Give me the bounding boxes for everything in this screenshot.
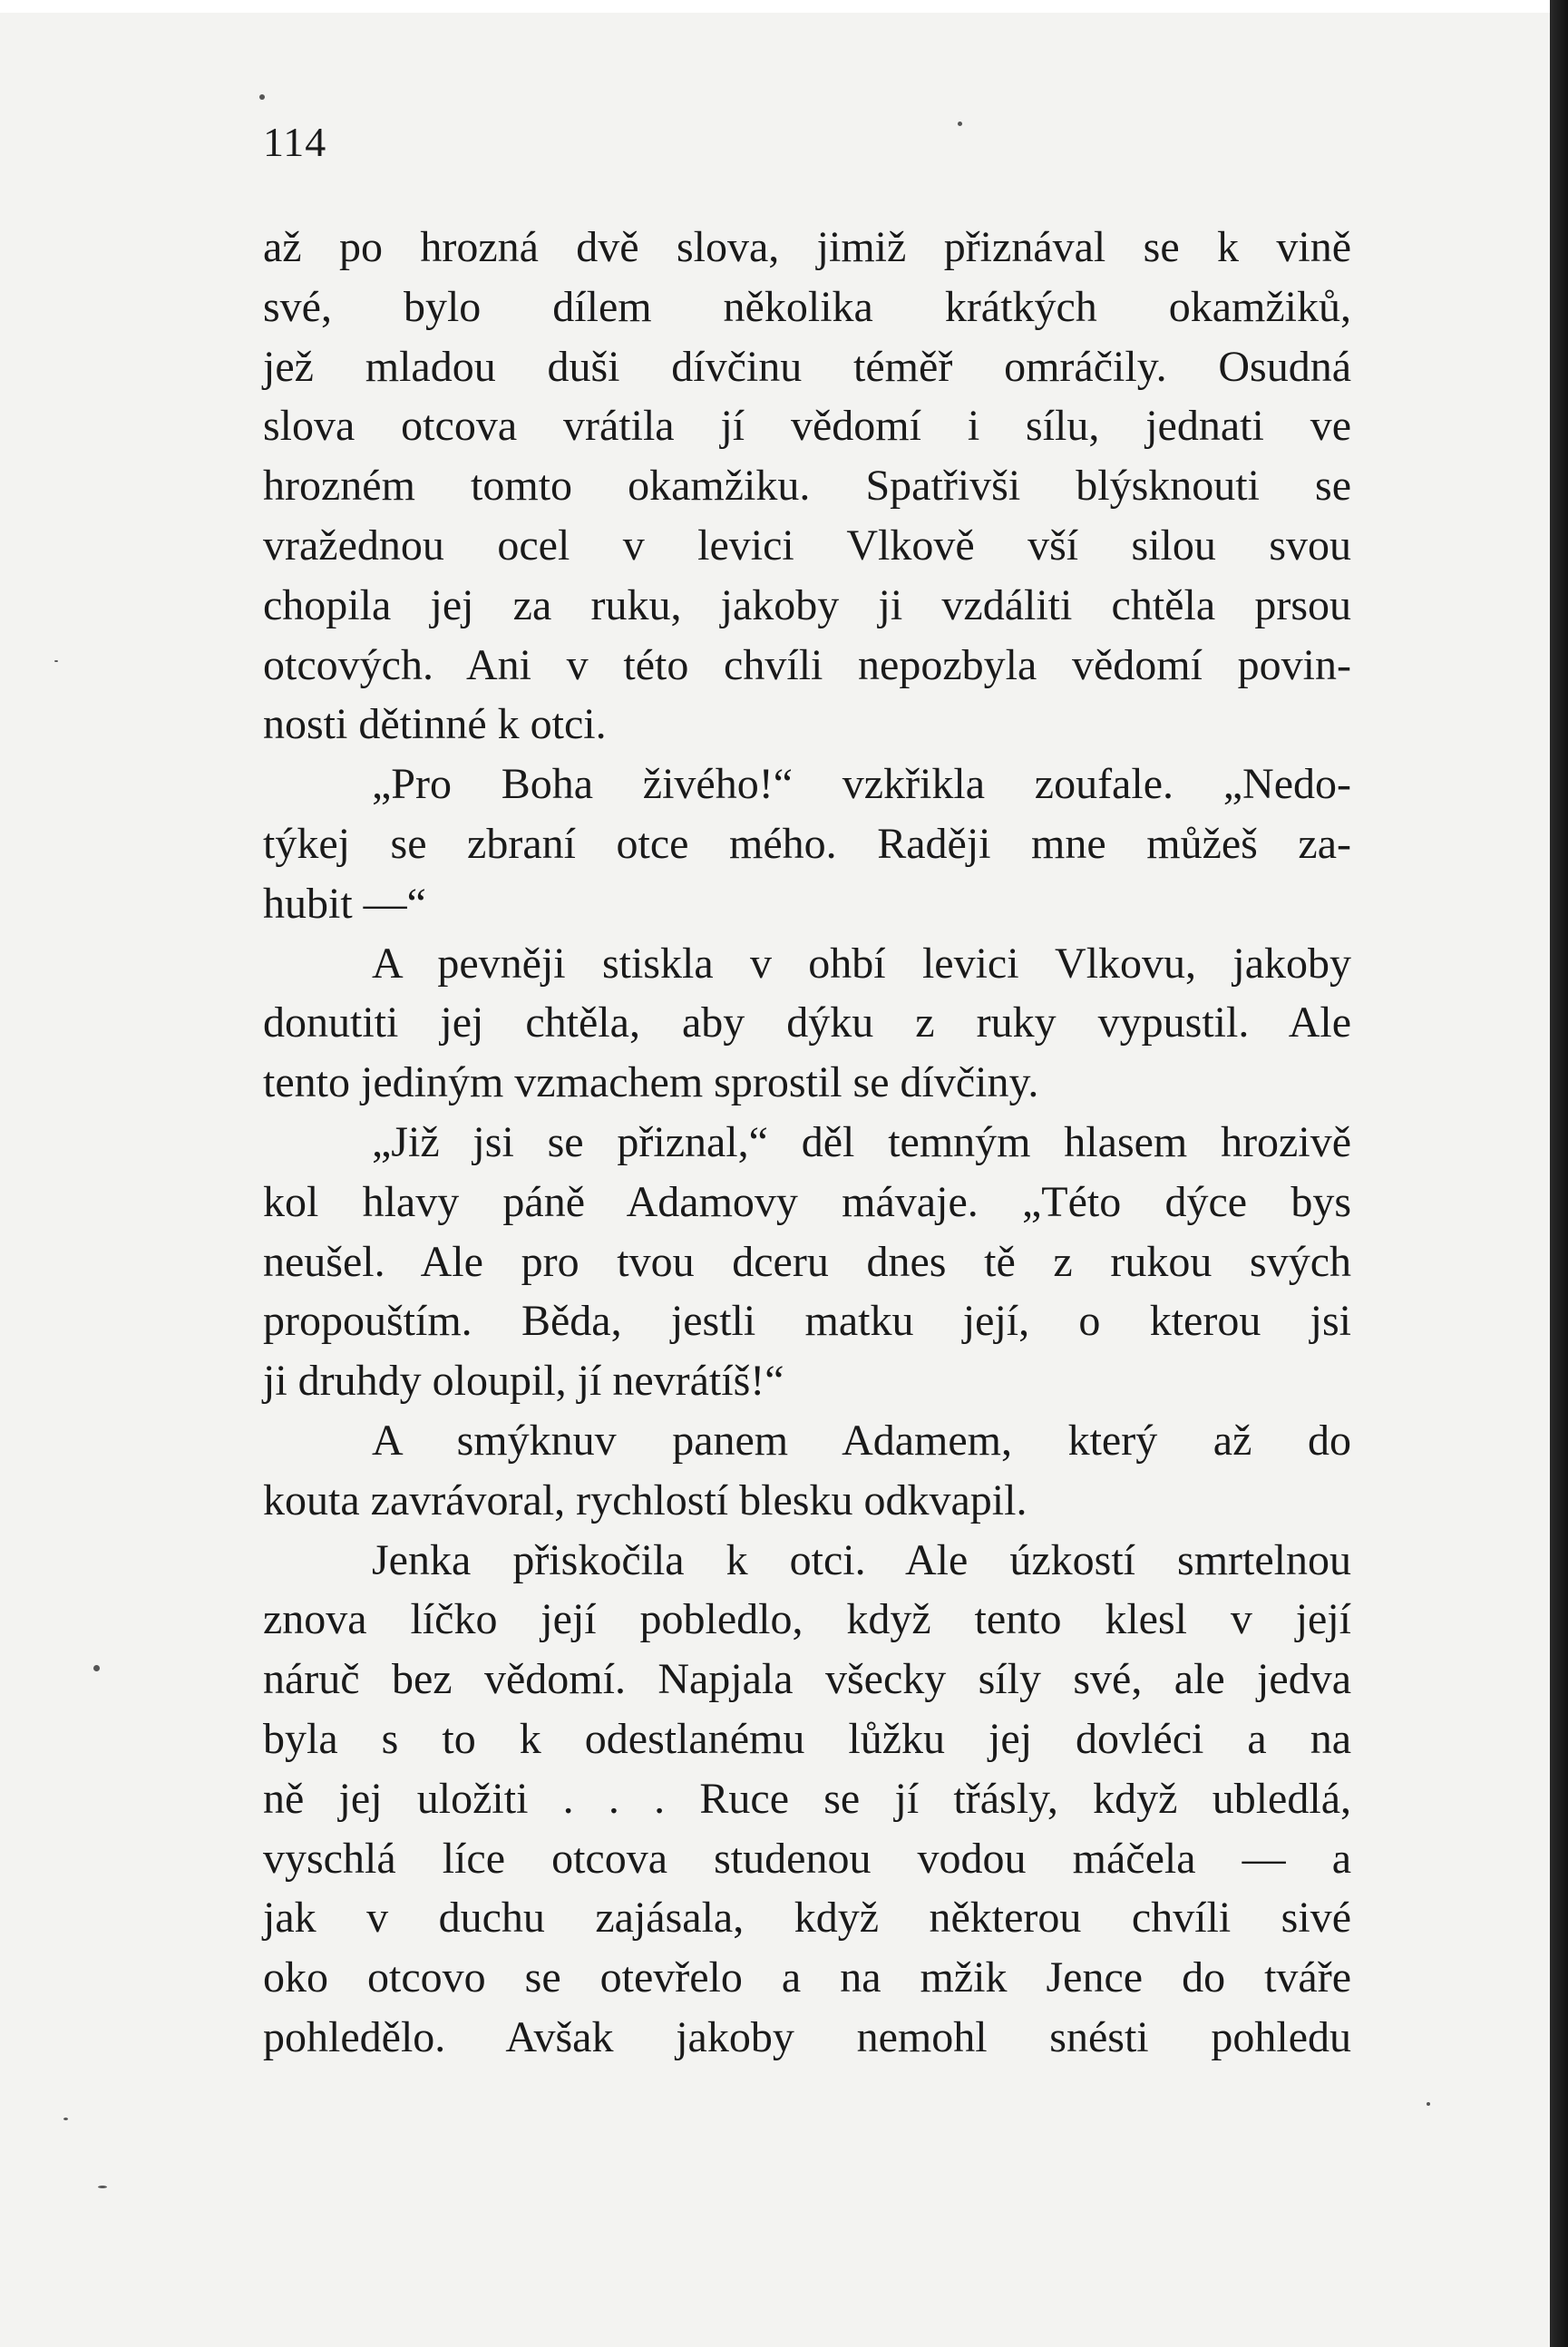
text-line: jež mladou duši dívčinu téměř omráčily. Osudná <box>263 342 1351 391</box>
scan-edge-shadow <box>1550 0 1568 2347</box>
text-line: kouta zavrávoral, rychlostí blesku odkvapil. <box>263 1475 1027 1524</box>
text-line: pohledělo. Avšak jakoby nemohl snésti pohledu <box>263 2012 1351 2061</box>
text-line: propouštím. Běda, jestli matku její, o kterou jsi <box>263 1297 1351 1346</box>
print-speck <box>1427 2102 1430 2106</box>
text-line: „Pro Boha živého!“ vzkřikla zoufale. „Nedo- <box>372 760 1351 809</box>
text-line: „Již jsi se přiznal,“ děl temným hlasem hrozivě <box>372 1117 1351 1166</box>
print-speck <box>958 122 962 126</box>
text-line: hubit —“ <box>263 879 426 928</box>
print-speck <box>54 660 58 662</box>
text-line: byla s to k odestlanému lůžku jej dovléci a na <box>263 1714 1351 1763</box>
text-line: A pevněji stiskla v ohbí levici Vlkovu, jakoby <box>372 939 1351 988</box>
text-line: otcových. Ani v této chvíli nepozbyla vědomí povin- <box>263 640 1351 689</box>
text-line: tento jediným vzmachem sprostil se dívčiny. <box>263 1058 1039 1107</box>
print-speck <box>259 94 265 100</box>
text-line: týkej se zbraní otce mého. Raději mne můžeš za- <box>263 819 1351 868</box>
page-top-edge <box>0 0 1550 13</box>
print-speck <box>98 2186 107 2188</box>
text-line: ji druhdy oloupil, jí nevrátíš!“ <box>263 1357 784 1406</box>
text-line: kol hlavy páně Adamovy mávaje. „Této dýce bys <box>263 1177 1351 1226</box>
text-line: nosti dětinné k otci. <box>263 700 607 749</box>
text-line: Jenka přiskočila k otci. Ale úzkostí smrtelnou <box>372 1535 1351 1584</box>
page-number: 114 <box>263 119 327 165</box>
text-line: neušel. Ale pro tvou dceru dnes tě z rukou svých <box>263 1237 1351 1286</box>
body-text <box>263 218 1351 2068</box>
text-line: A smýknuv panem Adamem, který až do <box>372 1416 1351 1465</box>
text-line: chopila jej za ruku, jakoby ji vzdáliti chtěla prsou <box>263 580 1351 629</box>
text-line: slova otcova vrátila jí vědomí i sílu, jednati ve <box>263 402 1351 451</box>
print-speck <box>63 2118 68 2120</box>
text-line: náruč bez vědomí. Napjala všecky síly své, ale jedva <box>263 1655 1351 1704</box>
print-speck <box>93 1665 100 1671</box>
text-line: jak v duchu zajásala, když některou chvíli sivé <box>263 1894 1351 1943</box>
text-line: oko otcovo se otevřelo a na mžik Jence do tváře <box>263 1953 1351 2002</box>
text-line: hrozném tomto okamžiku. Spatřivši blýsknouti se <box>263 462 1351 511</box>
text-line: donutiti jej chtěla, aby dýku z ruky vypustil. Ale <box>263 998 1351 1047</box>
text-line: znova líčko její pobledlo, když tento klesl v její <box>263 1595 1351 1644</box>
text-line: své, bylo dílem několika krátkých okamžiků, <box>263 282 1351 331</box>
text-line: vyschlá líce otcova studenou vodou máčela — a <box>263 1834 1351 1883</box>
text-line: až po hrozná dvě slova, jimiž přiznával se k vině <box>263 223 1351 271</box>
text-line: ně jej uložiti . . . Ruce se jí třásly, když ubledlá, <box>263 1774 1351 1823</box>
text-line: vražednou ocel v levici Vlkově vší silou svou <box>263 521 1351 570</box>
